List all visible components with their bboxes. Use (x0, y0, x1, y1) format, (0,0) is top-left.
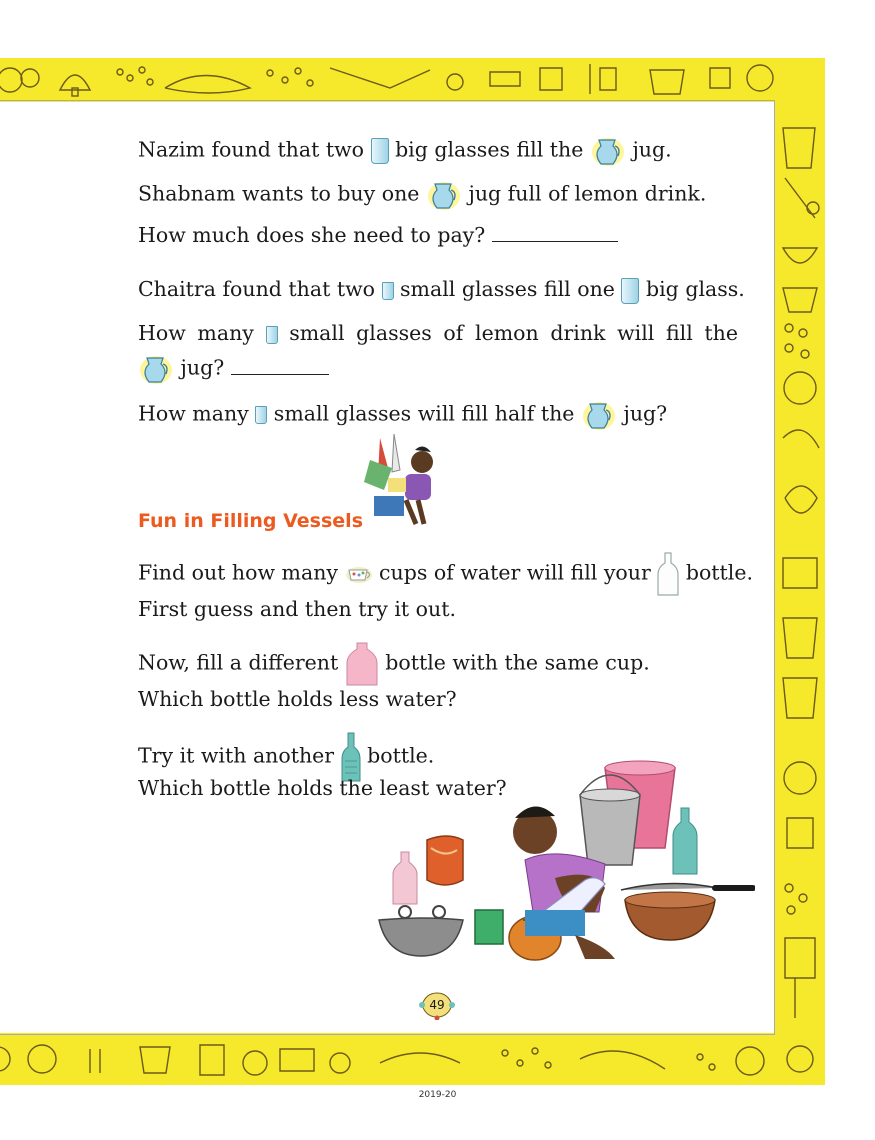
text-fragment: big glasses fill the (395, 137, 584, 162)
text-line-shabnam (138, 178, 706, 212)
text-fragment: Shabnam wants to buy one (138, 181, 420, 206)
section-heading: Fun in Filling Vessels (138, 510, 364, 532)
text-fragment: How many (138, 321, 254, 345)
footer-year: 2019-20 (418, 1090, 457, 1100)
page-number: 49 (429, 998, 445, 1012)
border-doodles-right (775, 58, 825, 1038)
big-glass-icon (371, 138, 389, 164)
decorative-border-top (0, 58, 825, 102)
text-fragment: bottle. (367, 743, 435, 768)
border-doodles-bottom (0, 1033, 825, 1085)
decorative-border-right (775, 58, 825, 1038)
text-fragment: bottle. (685, 560, 753, 585)
border-doodles-top (0, 58, 825, 102)
text-fragment: Nazim found that two (138, 137, 364, 162)
text-fragment: big glass. (646, 277, 745, 301)
text-fragment: jug. (632, 137, 672, 162)
small-glass-icon (266, 326, 278, 344)
text-fragment: bottle with the same cup. (385, 650, 650, 675)
text-fragment: First guess and then try it out. (138, 597, 456, 621)
jug-icon (426, 178, 462, 212)
text-fragment: small glasses of lemon drink will fill the (289, 321, 738, 345)
text-fragment: Now, fill a different (138, 650, 339, 675)
child-carrying-vessels-illustration (360, 430, 450, 530)
small-glass-icon (382, 282, 394, 300)
text-fragment: small glasses will fill half the (273, 401, 575, 426)
text-line-nazim (138, 134, 672, 168)
text-fragment: Chaitra found that two (138, 277, 375, 301)
answer-blank[interactable] (492, 223, 618, 242)
page-number-badge (418, 990, 456, 1020)
jug-icon (590, 134, 626, 168)
text-fragment: Try it with another (138, 743, 335, 768)
text-line-how-much (138, 222, 618, 248)
text-line-half-jug (138, 398, 667, 432)
text-line-chaitra (138, 276, 745, 304)
text-fragment: Which bottle holds less water? (138, 687, 457, 711)
decorative-border-bottom (0, 1033, 825, 1085)
text-fragment: jug full of lemon drink. (468, 181, 707, 206)
jug-icon (138, 352, 174, 386)
big-glass-icon (621, 278, 639, 304)
text-line-find-out (138, 551, 753, 597)
cup-icon (345, 564, 373, 584)
child-filling-vessels-illustration (375, 760, 755, 975)
text-line-jug-blank (138, 352, 329, 386)
text-fragment: How much does she need to pay? (138, 223, 486, 247)
text-fragment: cups of water will fill your (379, 560, 651, 585)
text-fragment: Which bottle holds the least water? (138, 776, 507, 800)
text-fragment: How many (138, 401, 249, 426)
text-line-guess (138, 596, 456, 622)
small-glass-icon (255, 406, 267, 424)
answer-blank[interactable] (231, 356, 329, 375)
text-line-how-many-fill (138, 320, 738, 346)
text-line-holds-less (138, 686, 457, 712)
bottle-icon (345, 641, 379, 687)
text-line-different-bottle (138, 641, 650, 687)
jug-icon (581, 398, 617, 432)
text-fragment: small glasses fill one (400, 277, 615, 301)
text-fragment: jug? (180, 355, 225, 380)
text-fragment: Find out how many (138, 560, 338, 585)
bottle-icon (657, 551, 679, 597)
text-fragment: jug? (623, 401, 668, 426)
